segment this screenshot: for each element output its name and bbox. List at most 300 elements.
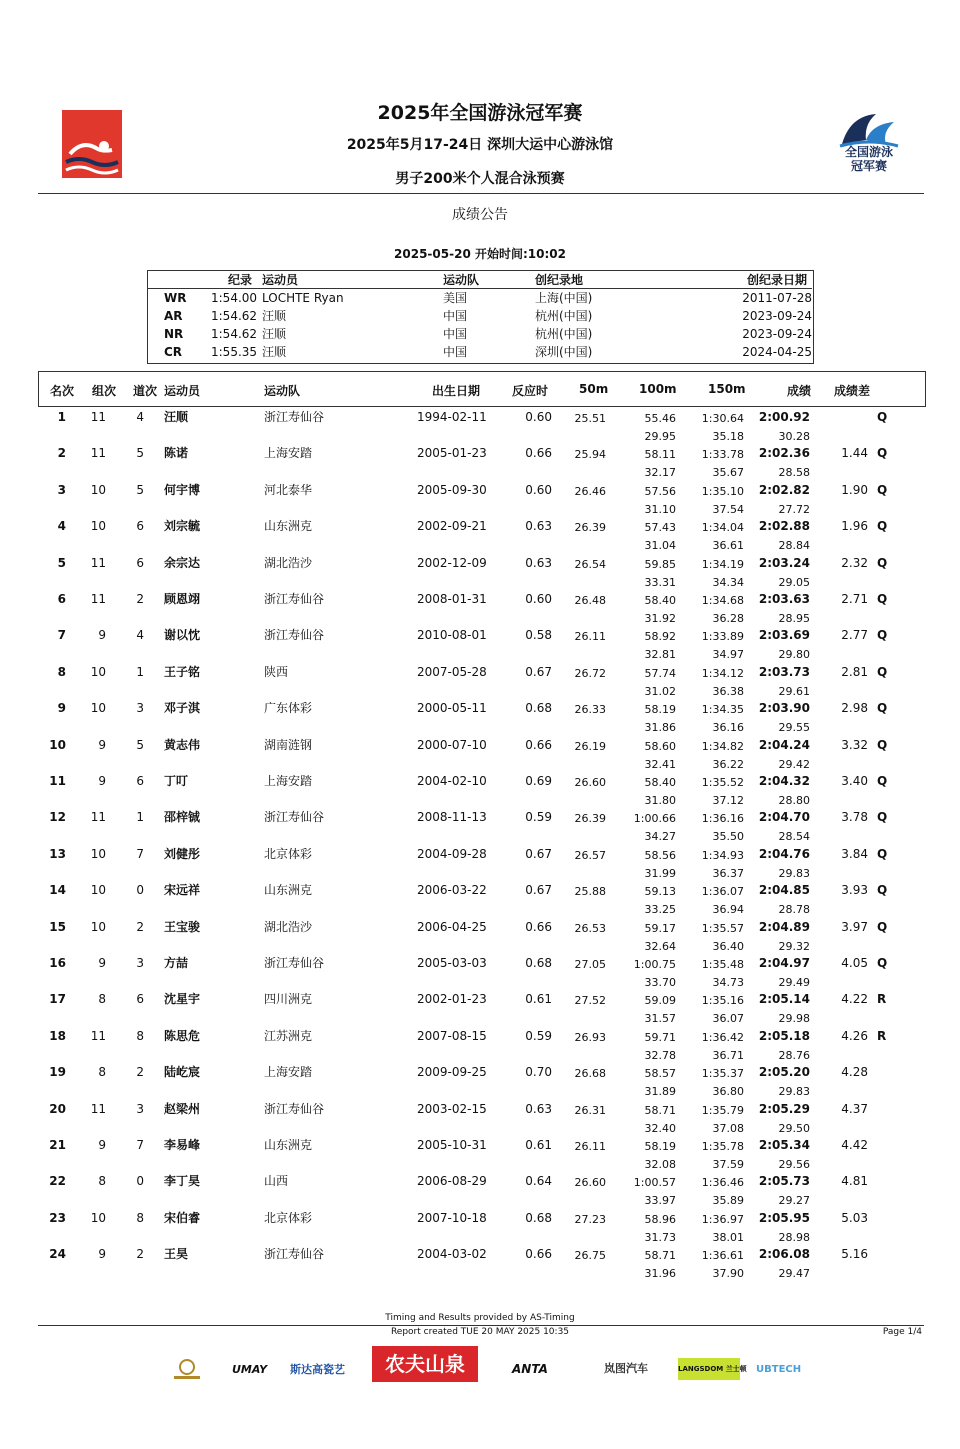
lap-split-200m: 29.61	[778, 684, 810, 698]
split-100m: 58.11	[644, 448, 676, 462]
lap-split-100m: 31.92	[644, 612, 676, 625]
split-50m: 26.39	[574, 521, 606, 535]
records-header-team: 运动队	[443, 273, 480, 287]
record-date: 2011-07-28	[742, 291, 812, 305]
lap-split-200m: 29.83	[778, 1085, 810, 1099]
split-50m: 26.75	[574, 1249, 606, 1263]
lap-split-150m: 37.12	[712, 794, 744, 807]
col-athlete: 运动员	[164, 384, 201, 398]
lap-split-100m: 31.02	[644, 684, 676, 698]
result-time: 2:02.82	[758, 482, 810, 497]
split-100m: 55.46	[644, 412, 676, 425]
split-100m: 58.19	[644, 703, 676, 717]
result-team: 浙江寿仙谷	[264, 592, 325, 606]
result-lane: 2	[136, 1065, 144, 1080]
sponsor-ubtech: UBTECH	[756, 1364, 802, 1375]
split-50m: 27.05	[574, 958, 606, 971]
col-diff: 成绩差	[834, 384, 871, 398]
subtitle: 成绩公告	[452, 207, 508, 223]
result-team: 河北泰华	[264, 482, 313, 497]
col-rank: 名次	[50, 384, 75, 398]
result-diff: 2.98	[841, 701, 868, 716]
result-dob: 2003-02-15	[417, 1101, 487, 1116]
result-dob: 2002-09-21	[417, 519, 487, 534]
result-heat: 9	[98, 774, 106, 788]
sponsor-voyah: 岚图汽车	[604, 1362, 648, 1375]
result-rank: 23	[49, 1210, 66, 1225]
result-time: 2:05.34	[758, 1138, 810, 1152]
result-reaction: 0.63	[525, 555, 552, 570]
qualification-mark: Q	[877, 482, 888, 497]
header-divider	[38, 193, 924, 194]
record-type: CR	[164, 345, 183, 359]
result-lane: 8	[136, 1210, 144, 1225]
lap-split-150m: 34.97	[712, 648, 744, 662]
lap-split-200m: 27.72	[778, 502, 810, 516]
result-heat: 11	[90, 1101, 106, 1116]
lap-split-150m: 36.28	[712, 612, 744, 625]
split-100m: 58.92	[644, 630, 676, 644]
split-50m: 25.51	[574, 412, 606, 425]
result-heat: 9	[98, 1138, 106, 1152]
result-time: 2:03.90	[758, 701, 810, 716]
result-reaction: 0.64	[525, 1174, 552, 1189]
lap-split-100m: 31.99	[644, 866, 676, 880]
result-lane: 5	[136, 482, 144, 497]
split-50m: 27.52	[574, 994, 606, 1008]
result-team: 北京体彩	[264, 1210, 313, 1225]
result-rank: 2	[57, 446, 66, 461]
split-50m: 26.53	[574, 921, 606, 935]
split-150m: 1:30.64	[701, 412, 744, 425]
result-time: 2:03.24	[758, 555, 810, 570]
split-100m: 58.57	[644, 1067, 676, 1081]
result-rank: 12	[49, 810, 66, 825]
qualification-mark: Q	[877, 919, 888, 934]
lap-split-200m: 29.80	[778, 648, 810, 662]
lap-split-100m: 32.78	[644, 1048, 676, 1062]
result-time: 2:00.92	[758, 410, 810, 424]
record-place: 深圳(中国)	[535, 345, 593, 359]
result-heat: 10	[90, 701, 106, 716]
split-100m: 58.40	[644, 594, 676, 607]
result-athlete: 王子铭	[164, 664, 201, 679]
result-athlete: 王昊	[164, 1247, 189, 1262]
lap-split-150m: 36.37	[712, 866, 744, 880]
result-diff: 3.97	[841, 919, 868, 934]
lap-split-100m: 32.81	[644, 648, 676, 662]
result-rank: 24	[49, 1247, 66, 1262]
result-team: 浙江寿仙谷	[264, 956, 325, 970]
result-reaction: 0.59	[525, 1028, 552, 1043]
lap-split-200m: 29.49	[778, 976, 810, 989]
lap-split-150m: 37.08	[712, 1121, 744, 1135]
right-logo-text-2: 冠军赛	[850, 159, 887, 173]
lap-split-150m: 36.80	[712, 1085, 744, 1099]
split-50m: 25.88	[574, 885, 606, 899]
sponsor-langsdom-box	[678, 1358, 747, 1380]
result-team: 浙江寿仙谷	[264, 810, 325, 825]
sponsor-nongfu: 农夫山泉	[385, 1352, 465, 1376]
result-rank: 13	[49, 846, 66, 861]
result-diff: 5.03	[841, 1210, 868, 1225]
lap-split-100m: 33.31	[644, 575, 676, 589]
split-150m: 1:36.97	[701, 1212, 744, 1226]
record-athlete: LOCHTE Ryan	[262, 291, 344, 305]
result-heat: 9	[98, 956, 106, 970]
result-lane: 5	[136, 737, 144, 752]
record-place: 杭州(中国)	[535, 309, 593, 323]
result-reaction: 0.66	[525, 1247, 552, 1262]
lap-split-200m: 28.58	[778, 466, 810, 480]
result-heat: 10	[90, 919, 106, 934]
split-150m: 1:34.12	[701, 666, 744, 680]
lap-split-200m: 29.42	[778, 757, 810, 771]
lap-split-200m: 29.32	[778, 939, 810, 953]
result-time: 2:03.73	[758, 664, 810, 679]
split-50m: 26.57	[574, 848, 606, 862]
lap-split-200m: 28.76	[778, 1048, 810, 1062]
result-rank: 8	[57, 664, 66, 679]
result-rank: 17	[49, 992, 66, 1007]
lap-split-200m: 28.95	[778, 612, 810, 625]
result-diff: 3.78	[841, 810, 868, 825]
result-rank: 11	[49, 774, 66, 788]
qualification-mark: Q	[877, 810, 888, 825]
qualification-mark: Q	[877, 883, 888, 898]
result-athlete: 谢以忱	[164, 628, 201, 643]
result-time: 2:05.14	[758, 992, 810, 1007]
record-team: 美国	[443, 291, 468, 305]
split-50m: 26.72	[574, 666, 606, 680]
page-title: 2025年全国游泳冠军赛	[377, 102, 583, 124]
result-dob: 2006-04-25	[417, 919, 487, 934]
page-number: Page 1/4	[882, 1327, 922, 1337]
result-rank: 1	[57, 410, 66, 424]
result-rank: 16	[49, 956, 66, 970]
lap-split-150m: 35.18	[712, 430, 744, 443]
result-reaction: 0.67	[525, 846, 552, 861]
result-lane: 2	[136, 1247, 144, 1262]
lap-split-200m: 29.83	[778, 866, 810, 880]
result-heat: 10	[90, 482, 106, 497]
result-athlete: 宋伯睿	[164, 1210, 201, 1225]
split-100m: 58.71	[644, 1103, 676, 1117]
result-athlete: 王宝骏	[164, 919, 201, 934]
lap-split-200m: 29.27	[778, 1194, 810, 1208]
split-150m: 1:35.79	[701, 1103, 744, 1117]
split-50m: 26.11	[574, 630, 606, 644]
result-rank: 4	[57, 519, 66, 534]
col-reaction: 反应时	[512, 384, 549, 398]
result-rank: 15	[49, 919, 66, 934]
split-150m: 1:36.16	[701, 812, 744, 826]
result-lane: 1	[136, 664, 144, 679]
result-heat: 11	[90, 592, 106, 606]
result-lane: 0	[136, 883, 144, 898]
result-diff: 5.16	[841, 1247, 868, 1262]
sponsor-langsdom: LANGSDOM 兰士顿	[678, 1365, 747, 1373]
result-diff: 4.22	[841, 992, 868, 1007]
result-team: 浙江寿仙谷	[264, 1247, 325, 1262]
result-time: 2:02.36	[758, 446, 810, 461]
lap-split-200m: 30.28	[778, 430, 810, 443]
lap-split-150m: 37.54	[712, 502, 744, 516]
result-dob: 2008-11-13	[417, 810, 487, 825]
result-reaction: 0.69	[525, 774, 552, 788]
sponsor-stardust: 斯达高瓷艺	[290, 1363, 345, 1376]
lap-split-100m: 29.95	[644, 430, 676, 443]
qualification-mark: Q	[877, 446, 888, 461]
split-100m: 57.43	[644, 521, 676, 535]
result-reaction: 0.63	[525, 1101, 552, 1116]
lap-split-200m: 29.47	[778, 1267, 810, 1281]
result-lane: 2	[136, 919, 144, 934]
split-50m: 25.94	[574, 448, 606, 462]
result-athlete: 顾恩翊	[164, 592, 201, 606]
split-100m: 58.71	[644, 1249, 676, 1263]
result-lane: 3	[136, 956, 144, 970]
result-dob: 2007-10-18	[417, 1210, 487, 1225]
split-150m: 1:34.04	[701, 521, 744, 535]
result-lane: 3	[136, 701, 144, 716]
split-100m: 58.40	[644, 776, 676, 789]
qualification-mark: Q	[877, 846, 888, 861]
result-reaction: 0.60	[525, 410, 552, 424]
result-diff: 4.28	[841, 1065, 868, 1080]
result-dob: 2005-01-23	[417, 446, 487, 461]
result-dob: 2006-08-29	[417, 1174, 487, 1189]
result-reaction: 0.60	[525, 592, 552, 606]
result-lane: 6	[136, 555, 144, 570]
result-heat: 11	[90, 410, 106, 424]
result-dob: 2002-12-09	[417, 555, 487, 570]
result-time: 2:05.18	[758, 1028, 810, 1043]
result-heat: 10	[90, 846, 106, 861]
qualification-mark: R	[877, 992, 887, 1007]
result-reaction: 0.66	[525, 737, 552, 752]
result-athlete: 余宗达	[164, 555, 201, 570]
result-lane: 7	[136, 846, 144, 861]
result-heat: 10	[90, 1210, 106, 1225]
records-header-date: 创纪录日期	[747, 273, 808, 287]
qualification-mark: Q	[877, 628, 888, 643]
lap-split-150m: 35.89	[712, 1194, 744, 1208]
result-team: 四川洲克	[264, 992, 313, 1007]
records-header-record: 纪录	[228, 273, 253, 287]
result-dob: 2006-03-22	[417, 883, 487, 898]
result-diff: 3.40	[841, 774, 868, 788]
col-50m: 50m	[579, 382, 609, 396]
record-athlete: 汪顺	[262, 309, 287, 323]
split-100m: 58.60	[644, 739, 676, 753]
result-dob: 2007-05-28	[417, 664, 487, 679]
result-dob: 1994-02-11	[417, 410, 487, 424]
lap-split-200m: 29.55	[778, 721, 810, 735]
result-team: 湖南涟钢	[264, 737, 313, 752]
result-team: 浙江寿仙谷	[264, 628, 325, 643]
result-reaction: 0.67	[525, 883, 552, 898]
result-athlete: 丁叮	[164, 774, 189, 788]
lap-split-100m: 32.08	[644, 1158, 676, 1171]
result-time: 2:03.69	[758, 628, 810, 643]
result-team: 湖北浩沙	[264, 919, 313, 934]
records-header-athlete: 运动员	[262, 273, 299, 287]
result-reaction: 0.70	[525, 1065, 552, 1080]
sponsor-emblem-1	[168, 1358, 206, 1382]
result-team: 北京体彩	[264, 846, 313, 861]
qualification-mark: R	[877, 1028, 887, 1043]
split-100m: 59.71	[644, 1030, 676, 1044]
split-100m: 58.56	[644, 848, 676, 862]
result-rank: 10	[49, 737, 66, 752]
result-diff: 2.81	[841, 664, 868, 679]
split-100m: 1:00.75	[633, 958, 676, 971]
split-100m: 57.74	[644, 666, 676, 680]
sponsor-umay: UMAY	[232, 1363, 268, 1376]
result-dob: 2004-09-28	[417, 846, 487, 861]
lap-split-150m: 34.73	[712, 976, 744, 989]
result-time: 2:05.20	[758, 1065, 810, 1080]
result-team: 浙江寿仙谷	[264, 410, 325, 424]
lap-split-150m: 37.59	[712, 1158, 744, 1171]
split-100m: 58.19	[644, 1140, 676, 1153]
result-team: 上海安踏	[264, 1065, 313, 1080]
result-athlete: 陈思危	[164, 1028, 201, 1043]
result-lane: 7	[136, 1138, 144, 1152]
result-dob: 2004-03-02	[417, 1247, 487, 1262]
result-dob: 2005-10-31	[417, 1138, 487, 1152]
record-type: AR	[164, 309, 183, 323]
lap-split-150m: 36.22	[712, 757, 744, 771]
result-heat: 10	[90, 883, 106, 898]
result-time: 2:05.73	[758, 1174, 810, 1189]
qualification-mark: Q	[877, 555, 888, 570]
col-150m: 150m	[708, 382, 746, 396]
result-lane: 4	[136, 410, 144, 424]
lap-split-200m: 29.98	[778, 1012, 810, 1026]
result-time: 2:06.08	[758, 1247, 810, 1262]
result-time: 2:04.32	[758, 774, 810, 788]
lap-split-100m: 31.57	[644, 1012, 676, 1026]
lap-split-150m: 36.40	[712, 939, 744, 953]
split-150m: 1:35.78	[701, 1140, 744, 1153]
record-time: 1:54.62	[211, 327, 258, 341]
lap-split-150m: 36.61	[712, 539, 744, 553]
lap-split-200m: 29.50	[778, 1121, 810, 1135]
record-type: WR	[164, 291, 187, 305]
result-diff: 4.42	[841, 1138, 868, 1152]
record-time: 1:54.00	[211, 291, 258, 305]
split-50m: 26.11	[574, 1140, 606, 1153]
result-time: 2:04.24	[758, 737, 810, 752]
col-lane: 道次	[133, 384, 158, 398]
result-athlete: 黄志伟	[164, 737, 201, 752]
col-dob: 出生日期	[432, 384, 481, 398]
result-lane: 1	[136, 810, 144, 825]
lap-split-200m: 28.54	[778, 830, 810, 844]
result-diff: 2.77	[841, 628, 868, 643]
right-logo-text-1: 全国游泳	[844, 145, 893, 159]
split-50m: 26.68	[574, 1067, 606, 1081]
result-diff: 1.96	[841, 519, 868, 534]
sponsor-nongfu-box	[372, 1346, 478, 1382]
result-dob: 2005-03-03	[417, 956, 487, 970]
result-heat: 11	[90, 446, 106, 461]
split-150m: 1:34.93	[701, 848, 744, 862]
result-rank: 22	[49, 1174, 66, 1189]
event-name: 男子200米个人混合泳预赛	[395, 171, 565, 187]
result-dob: 2008-01-31	[417, 592, 487, 606]
lap-split-100m: 31.73	[644, 1230, 676, 1244]
split-150m: 1:36.07	[701, 885, 744, 899]
record-athlete: 汪顺	[262, 327, 287, 341]
record-place: 杭州(中国)	[535, 327, 593, 341]
result-rank: 20	[49, 1101, 66, 1116]
result-heat: 8	[98, 1065, 106, 1080]
split-150m: 1:35.52	[701, 776, 744, 789]
result-rank: 9	[57, 701, 66, 716]
lap-split-150m: 35.67	[712, 466, 744, 480]
col-team: 运动队	[264, 384, 301, 398]
result-athlete: 刘宗毓	[164, 519, 201, 534]
split-50m: 26.93	[574, 1030, 606, 1044]
record-time: 1:54.62	[211, 309, 258, 323]
result-heat: 10	[90, 664, 106, 679]
result-lane: 6	[136, 774, 144, 788]
lap-split-100m: 31.80	[644, 794, 676, 807]
result-dob: 2000-05-11	[417, 701, 487, 716]
result-athlete: 李丁昊	[164, 1174, 201, 1189]
split-50m: 26.60	[574, 1176, 606, 1190]
result-heat: 8	[98, 1174, 106, 1189]
result-dob: 2005-09-30	[417, 482, 487, 497]
result-athlete: 李易峰	[164, 1138, 201, 1152]
result-diff: 3.84	[841, 846, 868, 861]
result-diff: 2.71	[841, 592, 868, 606]
result-time: 2:05.29	[758, 1101, 810, 1116]
report-created: Report created TUE 20 MAY 2025 10:35	[390, 1327, 570, 1337]
lap-split-100m: 32.64	[644, 939, 676, 953]
qualification-mark: Q	[877, 664, 888, 679]
record-date: 2024-04-25	[742, 345, 812, 359]
result-diff: 2.32	[841, 555, 868, 570]
record-team: 中国	[443, 309, 468, 323]
split-150m: 1:35.16	[701, 994, 744, 1008]
lap-split-150m: 37.90	[712, 1267, 744, 1281]
lap-split-100m: 34.27	[644, 830, 676, 844]
lap-split-100m: 32.41	[644, 757, 676, 771]
result-diff: 4.05	[841, 956, 868, 970]
split-150m: 1:36.46	[701, 1176, 744, 1190]
result-time: 2:04.89	[758, 919, 810, 934]
result-reaction: 0.60	[525, 482, 552, 497]
result-reaction: 0.61	[525, 992, 552, 1007]
result-athlete: 赵梁州	[164, 1101, 201, 1116]
qualification-mark: Q	[877, 519, 888, 534]
result-athlete: 陆屹宸	[164, 1065, 201, 1080]
result-lane: 6	[136, 992, 144, 1007]
lap-split-100m: 33.97	[644, 1194, 676, 1208]
split-50m: 27.23	[574, 1212, 606, 1226]
result-rank: 14	[49, 883, 66, 898]
result-team: 山东洲克	[264, 519, 313, 534]
dates-venue: 2025年5月17-24日 深圳大运中心游泳馆	[346, 137, 614, 153]
split-50m: 26.31	[574, 1103, 606, 1117]
result-rank: 6	[57, 592, 66, 606]
split-50m: 26.60	[574, 776, 606, 789]
split-150m: 1:36.61	[701, 1249, 744, 1263]
